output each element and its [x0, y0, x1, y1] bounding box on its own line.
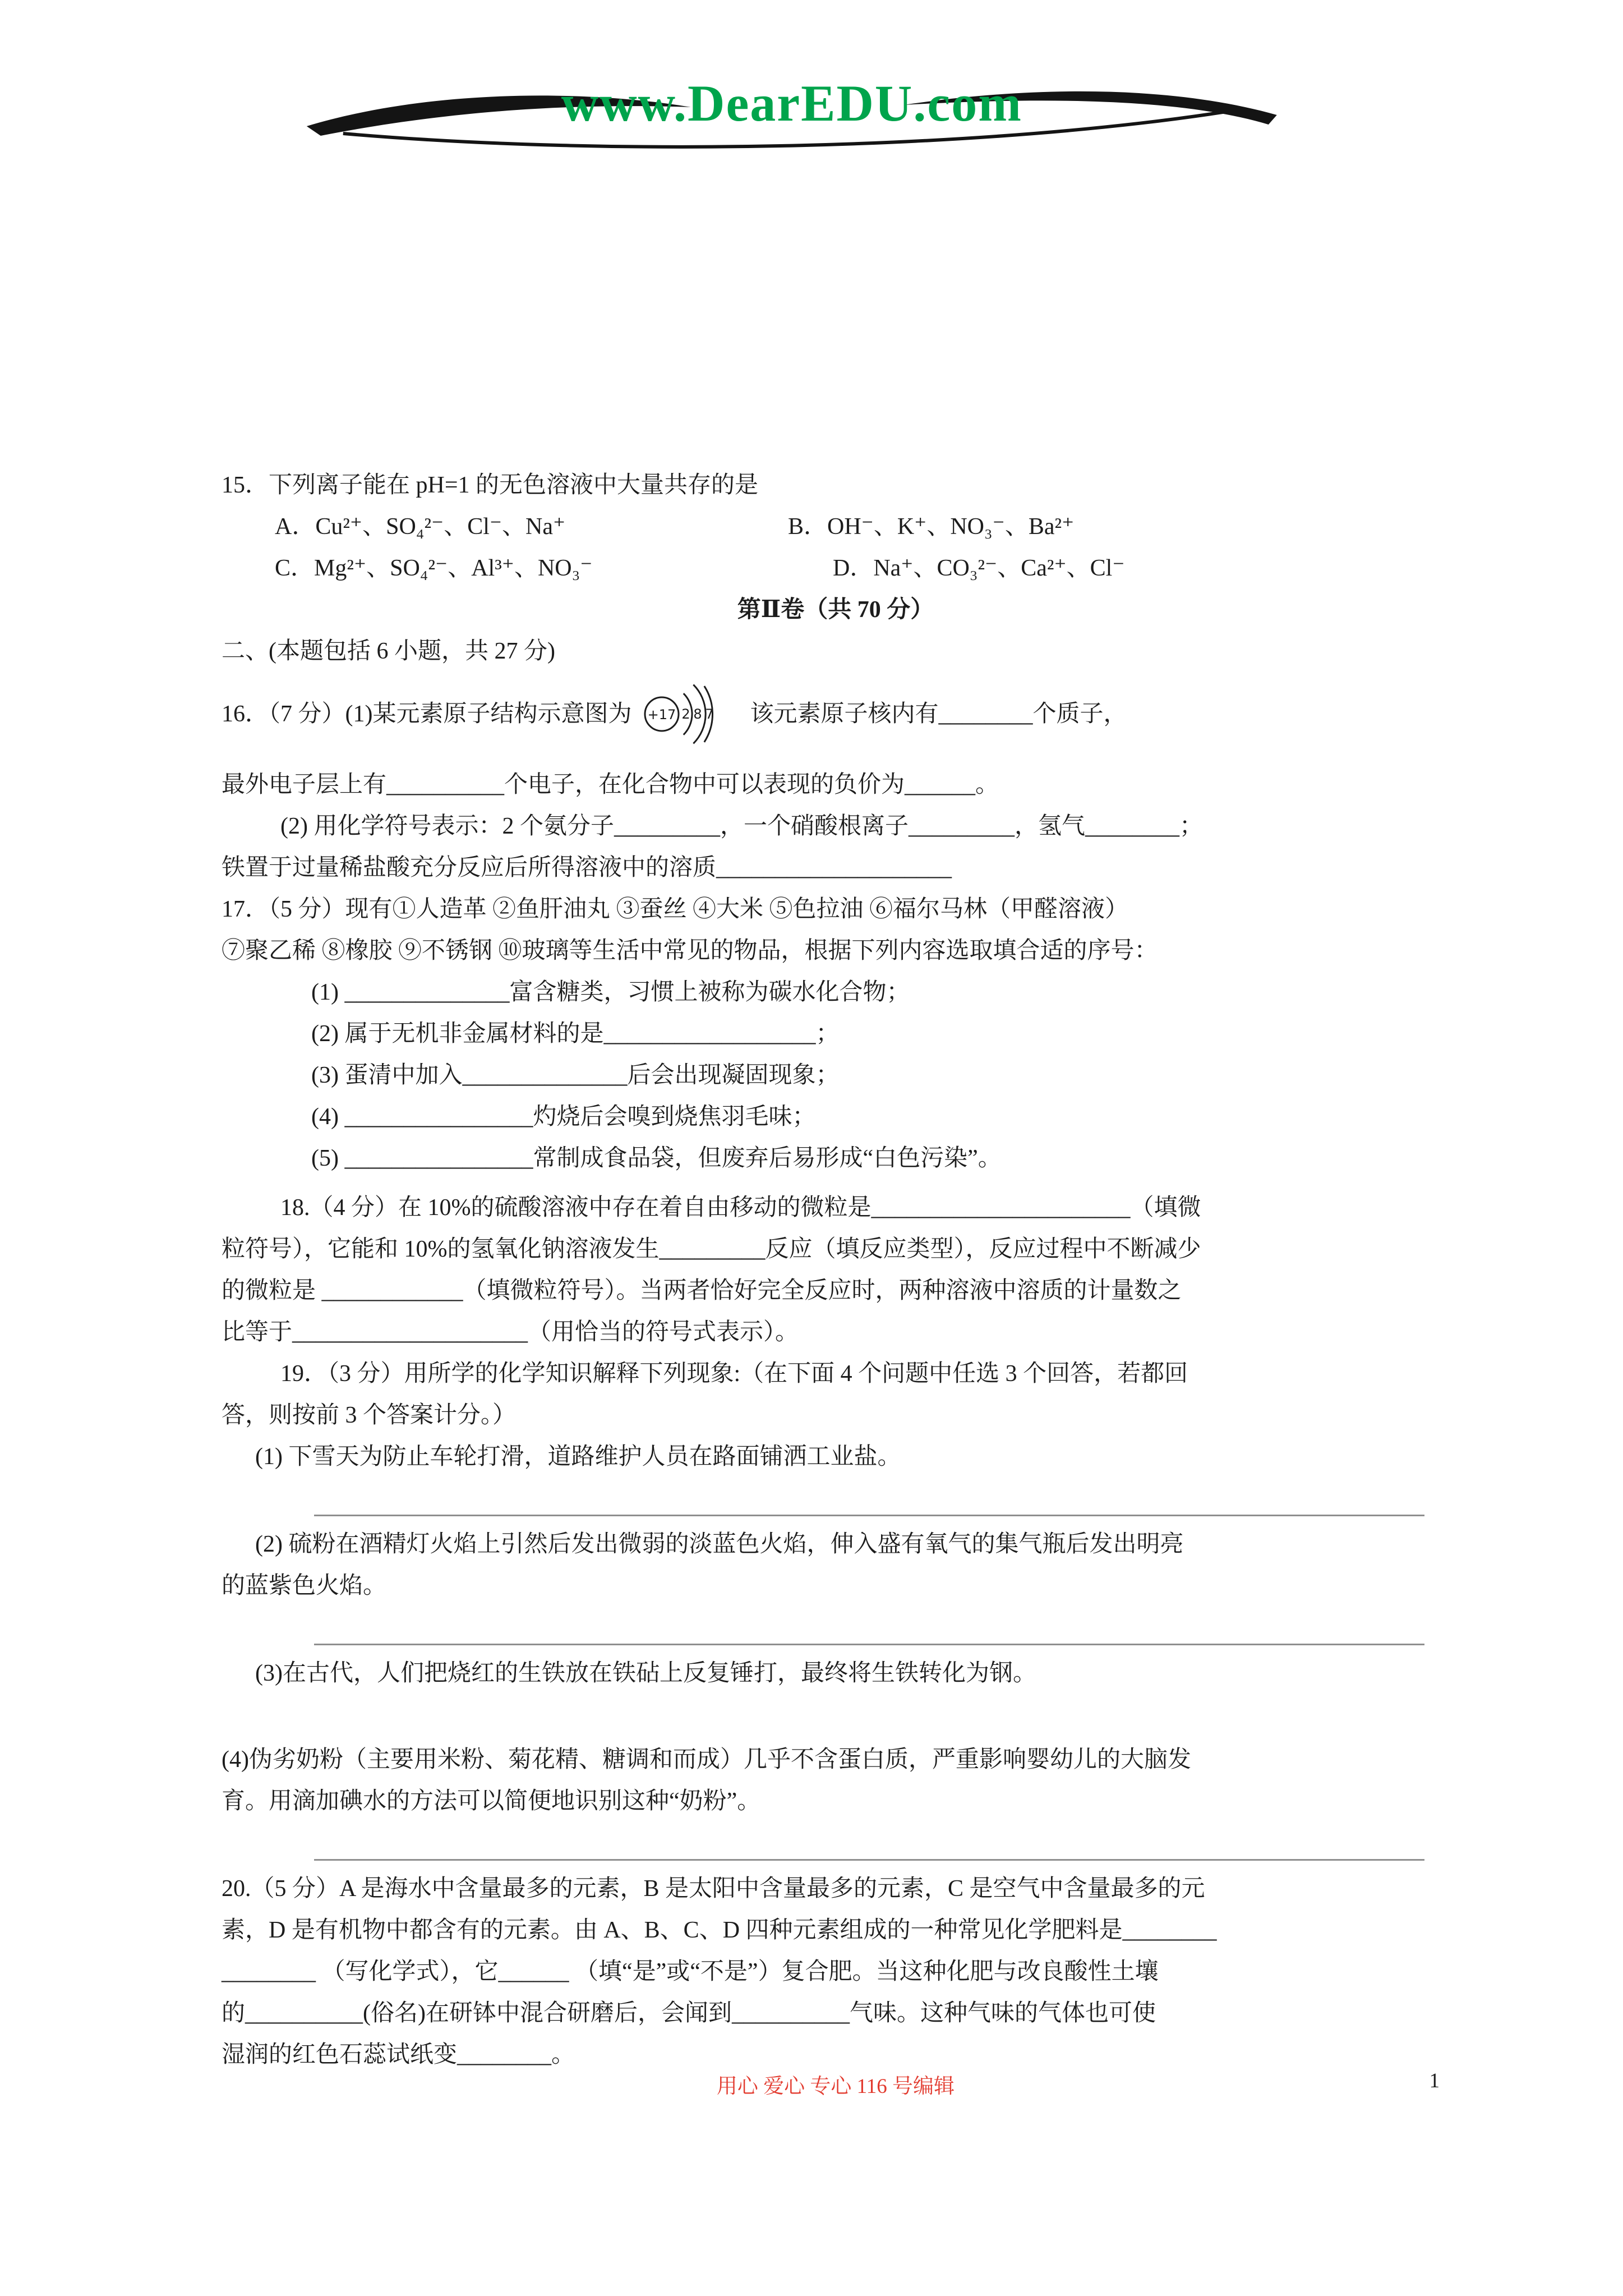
q16-line1-before: 16．（7 分）(1)某元素原子结构示意图为	[222, 701, 632, 727]
logo-text: www.DearEDU.com	[561, 75, 1022, 132]
q19-item-4-line1: (4)伪劣奶粉（主要用米粉、菊花精、糖调和而成）几乎不含蛋白质，严重影响婴幼儿的大脑发	[222, 1747, 1191, 1773]
q16-line1-after: 该元素原子核内有________个质子，	[750, 701, 1127, 727]
q18-line2: 粒符号），它能和 10%的氢氧化钠溶液发生_________反应（填反应类型），反应过程中不断减少	[222, 1236, 1201, 1262]
q19-item-2-line1: (2) 硫粉在酒精灯火焰上引然后发出微弱的淡蓝色火焰，伸入盛有氧气的集气瓶后发出明亮	[255, 1531, 1184, 1557]
q17-item-1: (1) ______________富含糖类，习惯上被称为碳水化合物；	[311, 979, 910, 1005]
q17-item-2: (2) 属于无机非金属材料的是__________________；	[311, 1021, 840, 1047]
page-number: 1	[1429, 2069, 1440, 2092]
atom-nucleus-charge: +17	[648, 706, 676, 723]
q19-item-4-line2: 育。用滴加碘水的方法可以简便地识别这种“奶粉”。	[222, 1788, 761, 1814]
q15-stem: 15．下列离子能在 pH=1 的无色溶液中大量共存的是	[222, 472, 759, 498]
answer-line	[314, 1826, 1424, 1861]
q19-item-1: (1) 下雪天为防止车轮打滑，道路维护人员在路面铺洒工业盐。	[255, 1444, 901, 1470]
q15-option-c: C．Mg²⁺、SO₄²⁻、Al³⁺、NO₃⁻	[275, 555, 593, 581]
section2-intro: 二、(本题包括 6 小题，共 27 分)	[222, 638, 555, 664]
q20-line1: 20.（5 分）A 是海水中含量最多的元素，B 是太阳中含量最多的元素，C 是空气中含量最多的元	[222, 1876, 1205, 1902]
q20-line3: ________ （写化学式），它______ （填“是”或“不是”）复合肥。当这种化肥与改良酸性土壤	[222, 1959, 1159, 1985]
q17-item-5: (5) ________________常制成食品袋，但废弃后易形成“白色污染”。	[311, 1145, 1002, 1171]
page-footer	[222, 2069, 1450, 2108]
q20-line5: 湿润的红色石蕊试纸变________。	[222, 2042, 575, 2068]
answer-line	[314, 1611, 1424, 1645]
q16-line1	[222, 672, 1450, 756]
exam-content	[222, 464, 1450, 2076]
q15-option-d: D．Na⁺、CO₃²⁻、Ca²⁺、Cl⁻	[833, 555, 1125, 581]
q18-line4: 比等于____________________（用恰当的符号式表示）。	[222, 1319, 799, 1345]
q20-line2: 素，D 是有机物中都含有的元素。由 A、B、C、D 四种元素组成的一种常见化学肥料是________	[222, 1917, 1217, 1943]
q15-option-a: A．Cu²⁺、SO₄²⁻、Cl⁻、Na⁺	[275, 514, 566, 540]
q17-line1: 17．（5 分）现有①人造革 ②鱼肝油丸 ③蚕丝 ④大米 ⑤色拉油 ⑥福尔马林（甲醛溶液）	[222, 896, 1129, 922]
footer-note: 用心 爱心 专心 116 号编辑	[716, 2075, 955, 2098]
q18-line1: 18.（4 分）在 10%的硫酸溶液中存在着自由移动的微粒是______________________（填微	[280, 1195, 1201, 1221]
q17-item-3: (3) 蛋清中加入______________后会出现凝固现象；	[311, 1062, 840, 1088]
atom-shell-2-count: 8	[693, 706, 703, 722]
atomic-structure-diagram	[642, 679, 740, 749]
q18-line3: 的微粒是 ____________（填微粒符号）。当两者恰好完全反应时，两种溶液中溶质的计量数之	[222, 1278, 1182, 1304]
q15-option-b: B．OH⁻、K⁺、NO₃⁻、Ba²⁺	[788, 514, 1075, 540]
q16-line2: 最外电子层上有__________个电子，在化合物中可以表现的负价为______。	[222, 772, 999, 798]
q15-options-row-2	[222, 547, 1450, 589]
q19-item-2-line2: 的蓝紫色火焰。	[222, 1573, 387, 1599]
q17-line2: ⑦聚乙稀 ⑧橡胶 ⑨不锈钢 ⑩玻璃等生活中常见的物品，根据下列内容选取填合适的序号：	[222, 938, 1158, 964]
q15-options-row-1	[222, 506, 1450, 547]
section2-title: 第Ⅱ卷（共 70 分）	[737, 597, 934, 623]
q20-line4: 的__________(俗名)在研钵中混合研磨后，会闻到__________气味。这种气味的气体也可使	[222, 2000, 1156, 2026]
q17-item-4: (4) ________________灼烧后会嗅到烧焦羽毛味；	[311, 1104, 816, 1130]
answer-line	[314, 1482, 1424, 1516]
site-logo	[298, 53, 1285, 171]
q19-item-3: (3)在古代，人们把烧红的生铁放在铁砧上反复锤打，最终将生铁转化为钢。	[255, 1660, 1036, 1686]
q19-line2: 答，则按前 3 个答案计分。）	[222, 1402, 517, 1428]
q16-line3: (2) 用化学符号表示：2 个氨分子_________，一个硝酸根离子_________，氢气________；	[280, 813, 1203, 839]
q16-line4: 铁置于过量稀盐酸充分反应后所得溶液中的溶质____________________	[222, 855, 952, 881]
atom-shell-3-count: 7	[705, 706, 714, 722]
q19-line1: 19．（3 分）用所学的化学知识解释下列现象:（在下面 4 个问题中任选 3 个回答，若都回	[280, 1361, 1188, 1387]
atom-shell-1-count: 2	[681, 706, 691, 722]
